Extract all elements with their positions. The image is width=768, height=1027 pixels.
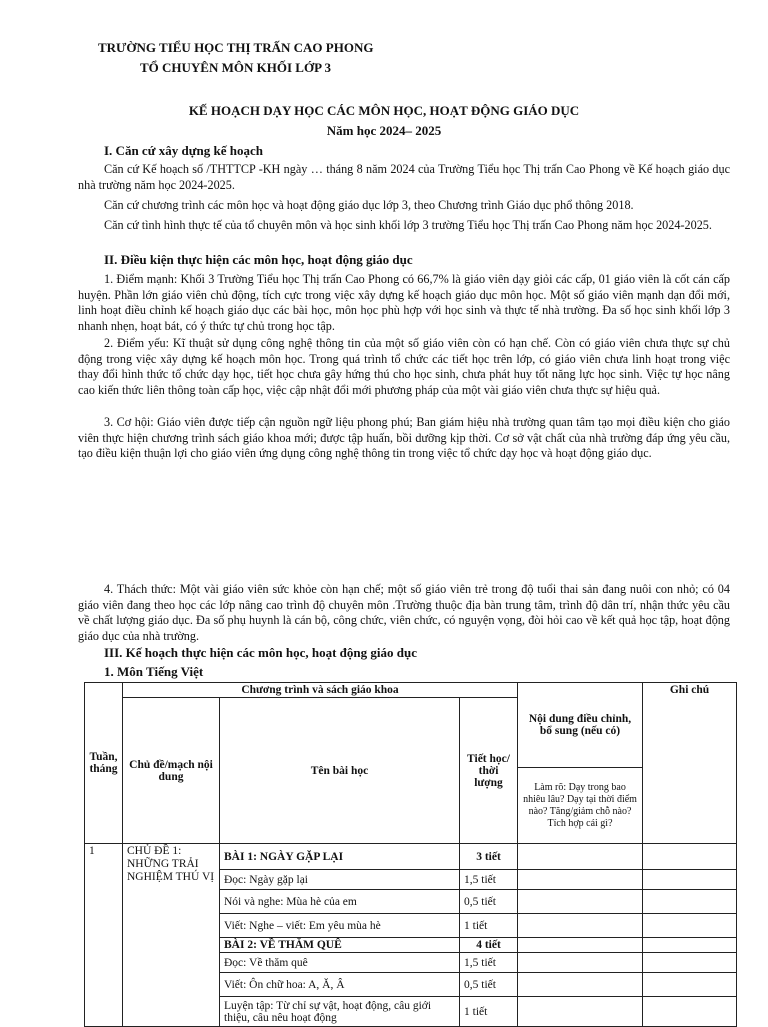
subject-1-heading: 1. Môn Tiếng Việt bbox=[104, 664, 204, 679]
periods-cell: 3 tiết bbox=[460, 844, 518, 870]
lesson-header: Tên bài học bbox=[220, 698, 460, 844]
periods-cell: 1 tiết bbox=[460, 914, 518, 938]
note-cell bbox=[643, 914, 737, 938]
section-1-paragraph-3: Căn cứ tình hình thực tế của tổ chuyên môn và học sinh khối lớp 3 trường Tiểu học Thị trấn Cao Phong năm học 2024-2025. bbox=[104, 218, 712, 232]
periods-cell: 4 tiết bbox=[460, 938, 518, 953]
adjust-cell bbox=[518, 997, 643, 1027]
lesson-plan-table bbox=[84, 682, 737, 1027]
lesson-rows bbox=[85, 844, 737, 1027]
opportunities-paragraph: 3. Cơ hội: Giáo viên được tiếp cận nguồn ngữ liệu phong phú; Ban giám hiệu nhà trường quan tâm tạo mọi điều kiện cho giáo viên thực hiện chương trình sách giáo khoa mới; được tập huấn, bồi dưỡng kịp thời. Cơ sở vật chất của nhà trường đáp ứng yêu cầu, tạo điều kiện thuận lợi cho giáo viên ứng dụng công nghệ thông tin trong việc tổ chức dạy học và hoạt động giáo dục. bbox=[78, 415, 730, 460]
challenges-paragraph: 4. Thách thức: Một vài giáo viên sức khỏe còn hạn chế; một số giáo viên trẻ trong độ tuổi thai sản đang nuôi con nhỏ; có 04 giáo viên đang theo học các lớp nâng cao trình độ chuyên môn .Trường thuộc địa bàn trung tâm, trình độ dân trí, nhận thức yêu cầu về chất lượng giáo dục. Đa số phụ huynh là cán bộ, công chức, viên chức, có nguyện vọng, đòi hỏi cao về kết quả học tập, hoạt động giáo dục của nhà trường. bbox=[78, 582, 730, 643]
note-cell bbox=[643, 938, 737, 953]
adjust-note: Làm rõ: Dạy trong bao nhiêu lâu? Dạy tại thời điểm nào? Tăng/giảm chỗ nào? Tích hợp cái gì? bbox=[518, 768, 643, 844]
lesson-name-cell: Đọc: Ngày gặp lại bbox=[220, 870, 460, 890]
adjust-cell bbox=[518, 938, 643, 953]
note-header: Ghi chú bbox=[643, 683, 737, 844]
adjust-cell bbox=[518, 870, 643, 890]
periods-header: Tiết học/ thời lượng bbox=[460, 698, 518, 844]
weaknesses-paragraph: 2. Điểm yếu: Kĩ thuật sử dụng công nghệ thông tin của một số giáo viên còn có hạn chế. Còn có giáo viên chưa thực sự chủ động trong việc xây dựng kế hoạch môn học. Trong quá trình tổ chức các tiết học trên lớp, có giáo viên chưa linh hoạt trong việc thay đổi hình thức tổ chức dạy học, tiết học chưa gây hứng thú cho học sinh, chưa phát huy tốt năng lực học sinh. Việc tự học nâng cao kiến thức liên thông toàn cấp học, việc cập nhật đổi mới phương pháp của một vài giáo viên chưa thực sự hiệu quả. bbox=[78, 336, 730, 397]
section-3-heading: III. Kế hoạch thực hiện các môn học, hoạt động giáo dục bbox=[104, 645, 417, 660]
lesson-name-cell: Nói và nghe: Mùa hè của em bbox=[220, 890, 460, 914]
periods-cell: 1 tiết bbox=[460, 997, 518, 1027]
table-row bbox=[85, 844, 737, 870]
lesson-name-cell: Đọc: Về thăm quê bbox=[220, 953, 460, 973]
lesson-name-cell: Viết: Nghe – viết: Em yêu mùa hè bbox=[220, 914, 460, 938]
periods-cell: 1,5 tiết bbox=[460, 870, 518, 890]
lesson-name-cell: Luyện tập: Từ chỉ sự vật, hoạt động, câu giới thiệu, câu nêu hoạt động bbox=[220, 997, 460, 1027]
note-cell bbox=[643, 870, 737, 890]
note-cell bbox=[643, 844, 737, 870]
periods-cell: 0,5 tiết bbox=[460, 890, 518, 914]
section-1-heading: I. Căn cứ xây dựng kế hoạch bbox=[104, 143, 263, 158]
note-cell bbox=[643, 953, 737, 973]
adjust-cell bbox=[518, 914, 643, 938]
note-cell bbox=[643, 997, 737, 1027]
lesson-name-cell: Viết: Ôn chữ hoa: A, Ă, Â bbox=[220, 973, 460, 997]
lesson-name-cell: BÀI 1: NGÀY GẶP LẠI bbox=[220, 844, 460, 870]
document-title: KẾ HOẠCH DẠY HỌC CÁC MÔN HỌC, HOẠT ĐỘNG GIÁO DỤC bbox=[188, 103, 580, 118]
adjust-cell bbox=[518, 890, 643, 914]
note-cell bbox=[643, 973, 737, 997]
adjust-cell bbox=[518, 844, 643, 870]
adjust-cell bbox=[518, 973, 643, 997]
program-header: Chương trình và sách giáo khoa bbox=[123, 683, 518, 698]
school-year: Năm học 2024– 2025 bbox=[326, 123, 442, 138]
school-name: TRƯỜNG TIỂU HỌC THỊ TRẤN CAO PHONG bbox=[98, 40, 374, 55]
topic-header: Chủ đề/mạch nội dung bbox=[123, 698, 220, 844]
note-cell bbox=[643, 890, 737, 914]
topic-cell: CHỦ ĐỀ 1: NHỮNG TRẢI NGHIỆM THÚ VỊ bbox=[123, 844, 220, 1027]
strengths-paragraph: 1. Điểm mạnh: Khối 3 Trường Tiểu học Thị trấn Cao Phong có 66,7% là giáo viên dạy giỏi các cấp, 01 giáo viên là cốt cán cấp huyện. Phần lớn giáo viên chủ động, tích cực trong việc xây dựng kế hoạch giáo dục môn học. Một số giáo viên mạnh dạn đổi mới, linh hoạt điều chỉnh kế hoạch giáo dục các bài học, môn học phù hợp với học sinh và thực tế nhà trường. Đa số học sinh khối lớp 3 nhanh nhẹn, hoạt bát, có ý thức tự chủ trong học tập. bbox=[78, 272, 730, 333]
week-cell: 1 bbox=[85, 844, 123, 1027]
section-2-heading: II. Điều kiện thực hiện các môn học, hoạt động giáo dục bbox=[104, 252, 413, 267]
lesson-name-cell: BÀI 2: VỀ THĂM QUÊ bbox=[220, 938, 460, 953]
group-name: TỔ CHUYÊN MÔN KHỐI LỚP 3 bbox=[140, 60, 332, 75]
week-header: Tuần, tháng bbox=[85, 683, 123, 844]
periods-cell: 1,5 tiết bbox=[460, 953, 518, 973]
adjust-cell bbox=[518, 953, 643, 973]
adjust-header: Nội dung điều chỉnh, bổ sung (nếu có) bbox=[518, 683, 643, 768]
section-1-paragraph-2: Căn cứ chương trình các môn học và hoạt động giáo dục lớp 3, theo Chương trình Giáo dục phổ thông 2018. bbox=[104, 198, 634, 212]
section-1-paragraph-1: Căn cứ Kế hoạch số /THTTCP -KH ngày … tháng 8 năm 2024 của Trường Tiểu học Thị trấn Cao Phong về Kế hoạch giáo dục nhà trường năm học 2024-2025. bbox=[78, 162, 730, 192]
periods-cell: 0,5 tiết bbox=[460, 973, 518, 997]
